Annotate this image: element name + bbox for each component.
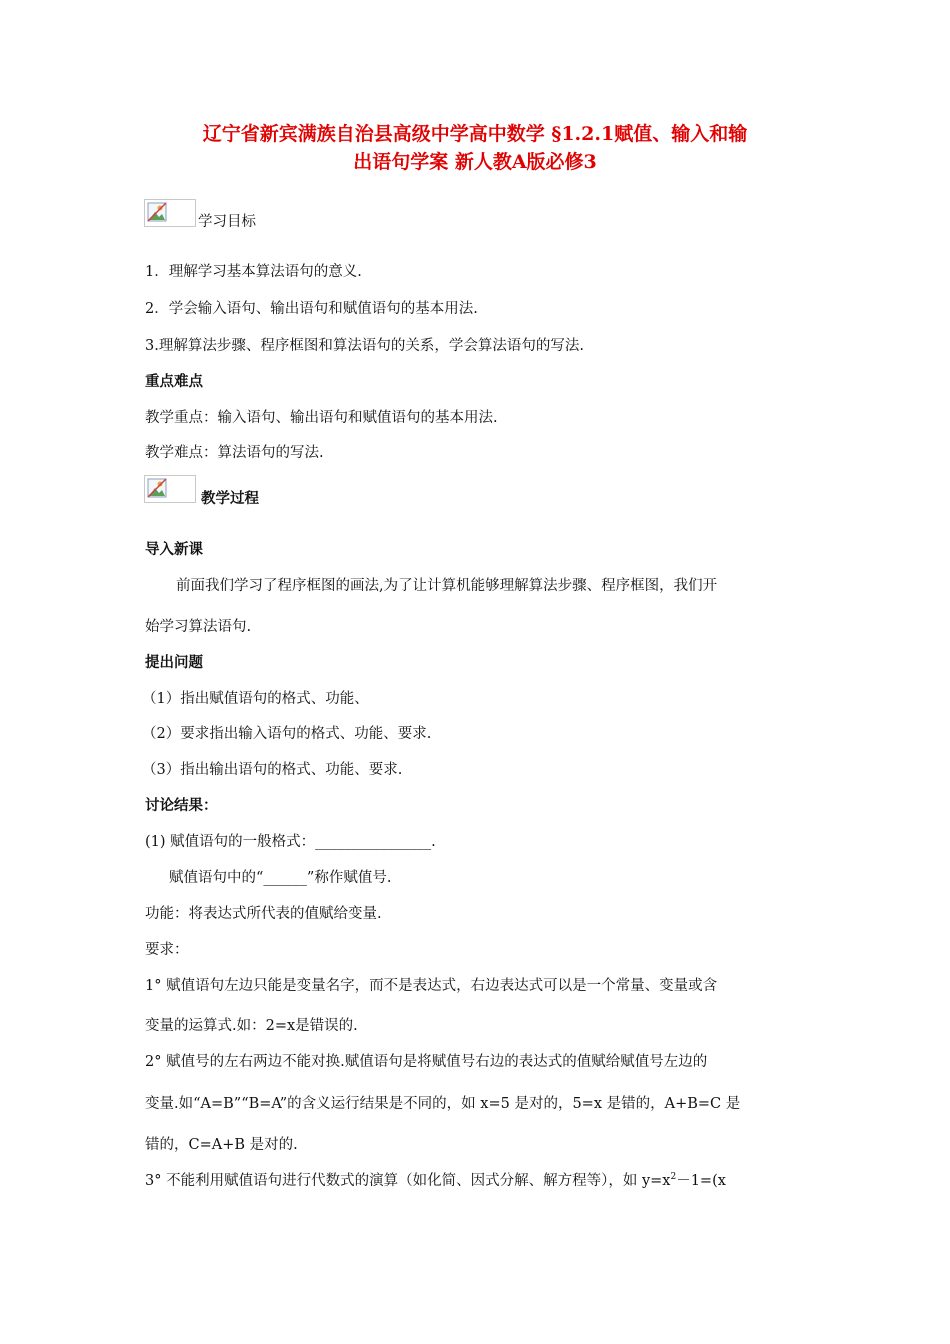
title-line-1: 辽宁省新宾满族自治县高级中学高中数学 §1.2.1赋值、输入和输 [202, 123, 748, 145]
requirement-3-text-tail: －1=(x [676, 1173, 726, 1189]
discussion-heading: 讨论结果： [145, 797, 218, 814]
requirement-1-line-1: 1° 赋值语句左边只能是变量名字，而不是表达式，右边表达式可以是一个常量、变量或含 [145, 978, 718, 994]
broken-image-icon [144, 199, 196, 227]
questions-heading: 提出问题 [145, 654, 203, 671]
discussion-item-2: 赋值语句中的“______”称作赋值号. [169, 870, 392, 886]
question-item-1: （1）指出赋值语句的格式、功能、 [142, 691, 369, 707]
question-item-2: （2）要求指出输入语句的格式、功能、要求. [142, 726, 432, 742]
discussion-item-1: (1) 赋值语句的一般格式：________________. [145, 834, 436, 850]
intro-paragraph-line-2: 始学习算法语句. [145, 619, 252, 635]
requirement-2-line-3: 错的，C=A+B 是对的. [145, 1137, 298, 1153]
requirement-2-line-2: 变量.如“A=B”“B=A”的含义运行结果是不同的，如 x=5 是对的，5=x 是错的，A+B=C 是 [145, 1096, 741, 1112]
requirement-3-text: 3° 不能利用赋值语句进行代数式的演算（如化简、因式分解、解方程等），如 y=x [145, 1173, 671, 1189]
goal-item-3: 3.理解算法步骤、程序框图和算法语句的关系，学会算法语句的写法. [145, 338, 584, 354]
intro-paragraph-line-1: 前面我们学习了程序框图的画法,为了让计算机能够理解算法步骤、程序框图，我们开 [176, 578, 718, 594]
section-teaching-process-label: 教学过程 [201, 490, 259, 507]
difficult-point-text: 教学难点：算法语句的写法. [145, 445, 324, 461]
requirement-1-line-2: 变量的运算式.如：2=x是错误的. [145, 1018, 358, 1034]
key-points-heading: 重点难点 [145, 373, 203, 390]
broken-image-icon [144, 475, 196, 503]
goal-item-2: 2．学会输入语句、输出语句和赋值语句的基本用法. [145, 301, 478, 317]
discussion-function: 功能：将表达式所代表的值赋给变量. [145, 906, 382, 922]
requirement-2-line-1: 2° 赋值号的左右两边不能对换.赋值语句是将赋值号右边的表达式的值赋给赋值号左边的 [145, 1054, 708, 1070]
goal-item-1: 1．理解学习基本算法语句的意义. [145, 264, 362, 280]
key-point-text: 教学重点：输入语句、输出语句和赋值语句的基本用法. [145, 410, 498, 426]
discussion-requirements-label: 要求： [145, 942, 189, 958]
title-line-2: 出语句学案 新人教A版必修3 [353, 151, 597, 173]
section-learning-goals-label: 学习目标 [198, 214, 256, 230]
document-title [80, 120, 870, 176]
question-item-3: （3）指出输出语句的格式、功能、要求. [142, 762, 403, 778]
requirement-3-line-1 [145, 1171, 726, 1191]
superscript-2: 2 [670, 1172, 677, 1183]
intro-heading: 导入新课 [145, 541, 203, 558]
